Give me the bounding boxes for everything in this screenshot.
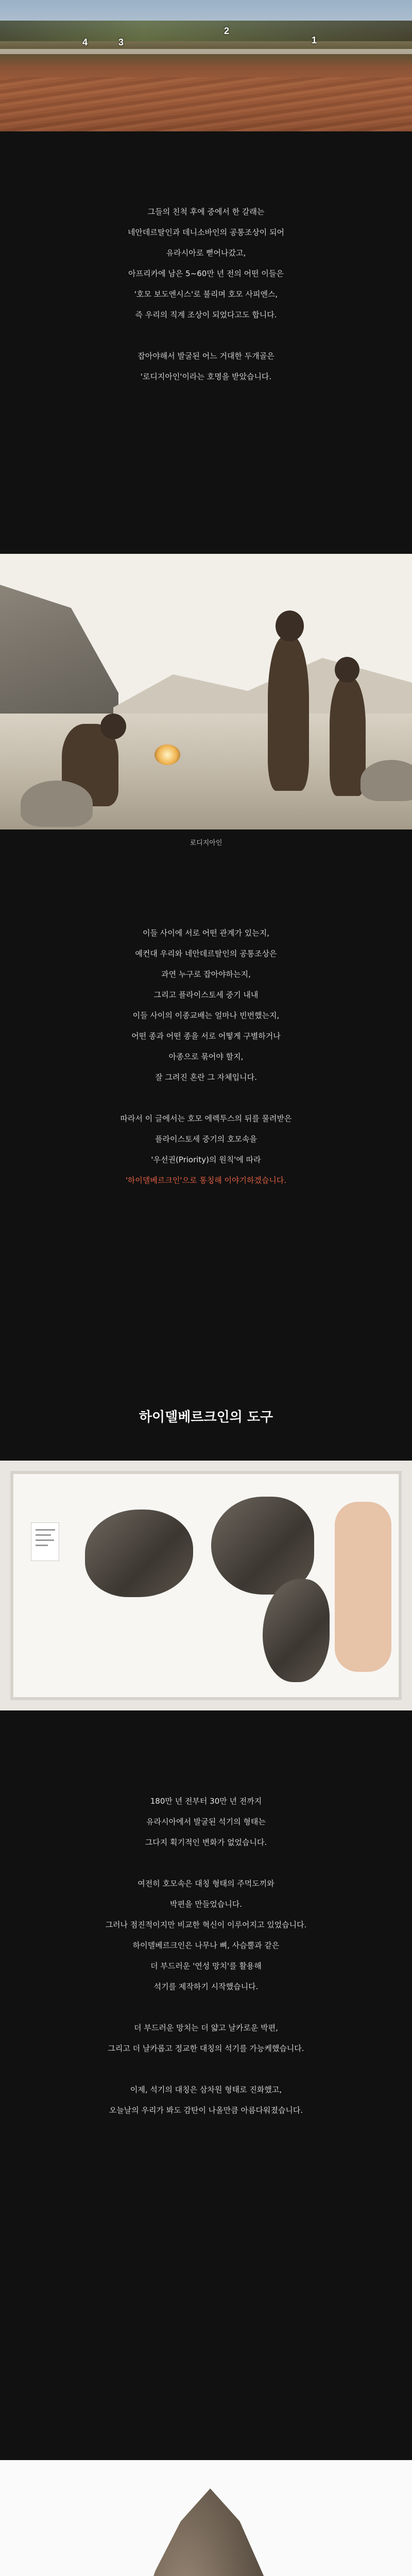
hero-marker-4: 4 (82, 37, 88, 47)
text-line: 아종으로 묶어야 할지, (168, 1052, 244, 1061)
text-line: 그들의 친척 후에 중에서 한 갈래는 (147, 207, 265, 216)
hero-marker-1: 1 (312, 35, 317, 45)
text-line: 석기를 제작하기 시작했습니다. (153, 1982, 259, 1991)
text-line: 아프리카에 남은 5~60만 년 전의 어떤 이들은 (128, 269, 284, 278)
text-line: 즉 우리의 직계 조상이 되었다고도 합니다. (135, 310, 277, 319)
hand (335, 1502, 391, 1672)
third-paragraph (0, 1795, 412, 2125)
text-line: 유라시아로 뻗어나갔고, (166, 248, 246, 258)
handaxe-stone (100, 2488, 312, 2576)
text-line: 잡아야해서 발굴된 어느 거대한 두개골은 (138, 351, 274, 361)
intro-paragraph (0, 206, 412, 392)
standing-figure (268, 636, 309, 791)
text-line (0, 2063, 412, 2084)
second-paragraph (0, 927, 412, 1195)
text-line: 잘 그려진 혼란 그 자체입니다. (155, 1073, 257, 1082)
text-line: 하이델베르크인은 나무나 뼈, 사슴뿔과 같은 (132, 1941, 280, 1950)
text-line: 그리고 더 날카롭고 정교한 대칭의 석기를 가능케했습니다. (108, 2044, 304, 2053)
text-line: 과연 누구로 잡아야하는지, (161, 970, 251, 979)
text-line: '호모 보도엔시스'로 불리며 호모 사피엔스, (134, 290, 278, 299)
text-line: '우선권(Priority)의 원칙'에 따라 (151, 1155, 261, 1164)
text-line: 더 부드러운 '연성 망치'를 활용해 (150, 1961, 262, 1971)
flint-tool-1 (85, 1510, 193, 1597)
text-line: 그리고 플라이스토세 중기 내내 (153, 990, 259, 999)
text-line: '로디지아인'이라는 호명을 받았습니다. (140, 372, 272, 381)
text-line: 이들 사이의 이종교배는 얼마나 빈번했는지, (132, 1011, 280, 1020)
hero-marker-3: 3 (118, 37, 124, 47)
hero-landscape-photo (0, 0, 412, 131)
text-line: 이들 사이에 서로 어떤 관계가 있는지, (143, 928, 269, 938)
text-line (0, 2002, 412, 2022)
text-line: 그러나 점진적이지만 비교한 혁신이 이루어지고 있었습니다. (105, 1920, 307, 1929)
text-line (0, 1857, 412, 1878)
text-line: 여전히 호모속은 대칭 형태의 주먹도끼와 (138, 1879, 274, 1888)
text-line: 유라시아에서 발굴된 석기의 형태는 (146, 1817, 266, 1826)
highlighted-text-line: '하이델베르크인'으로 통칭해 이야기하겠습니다. (125, 1176, 287, 1185)
text-line: 플라이스토세 중기의 호모속을 (155, 1134, 257, 1144)
text-line: 박편을 만들었습니다. (170, 1900, 242, 1909)
text-line: 180만 년 전부터 30만 년 전까지 (150, 1797, 262, 1806)
illustration-caption: 로디지아인 (190, 839, 222, 847)
text-line: 어떤 종과 어떤 종을 서로 어떻게 구별하거나 (131, 1031, 281, 1041)
text-line: 그다지 획기적인 변화가 없었습니다. (145, 1838, 267, 1847)
museum-label-card (31, 1522, 59, 1561)
text-line (0, 330, 412, 350)
text-line: 네안데르탈인과 데니소바인의 공통조상이 되어 (127, 228, 285, 237)
hero-marker-2: 2 (224, 26, 230, 36)
text-line: 따라서 이 글에서는 호모 에렉투스의 뒤를 물려받은 (120, 1114, 292, 1123)
stone-tools-photo (0, 1461, 412, 1710)
section-title: 하이델베르크인의 도구 (139, 1410, 273, 1425)
text-line: 오늘날의 우리가 봐도 감탄이 나올만큼 아름다워졌습니다. (109, 2106, 303, 2115)
text-line: 이제, 석기의 대칭은 삼차원 형태로 진화했고, (130, 2085, 282, 2094)
rhodesian-man-illustration (0, 554, 412, 829)
handaxe-photo (0, 2460, 412, 2576)
text-line (0, 1092, 412, 1113)
text-line: 예컨대 우리와 네안데르탈인의 공통조상은 (135, 949, 277, 958)
campfire (154, 744, 180, 765)
text-line: 더 부드러운 망치는 더 얇고 날카로운 박편, (134, 2023, 278, 2032)
